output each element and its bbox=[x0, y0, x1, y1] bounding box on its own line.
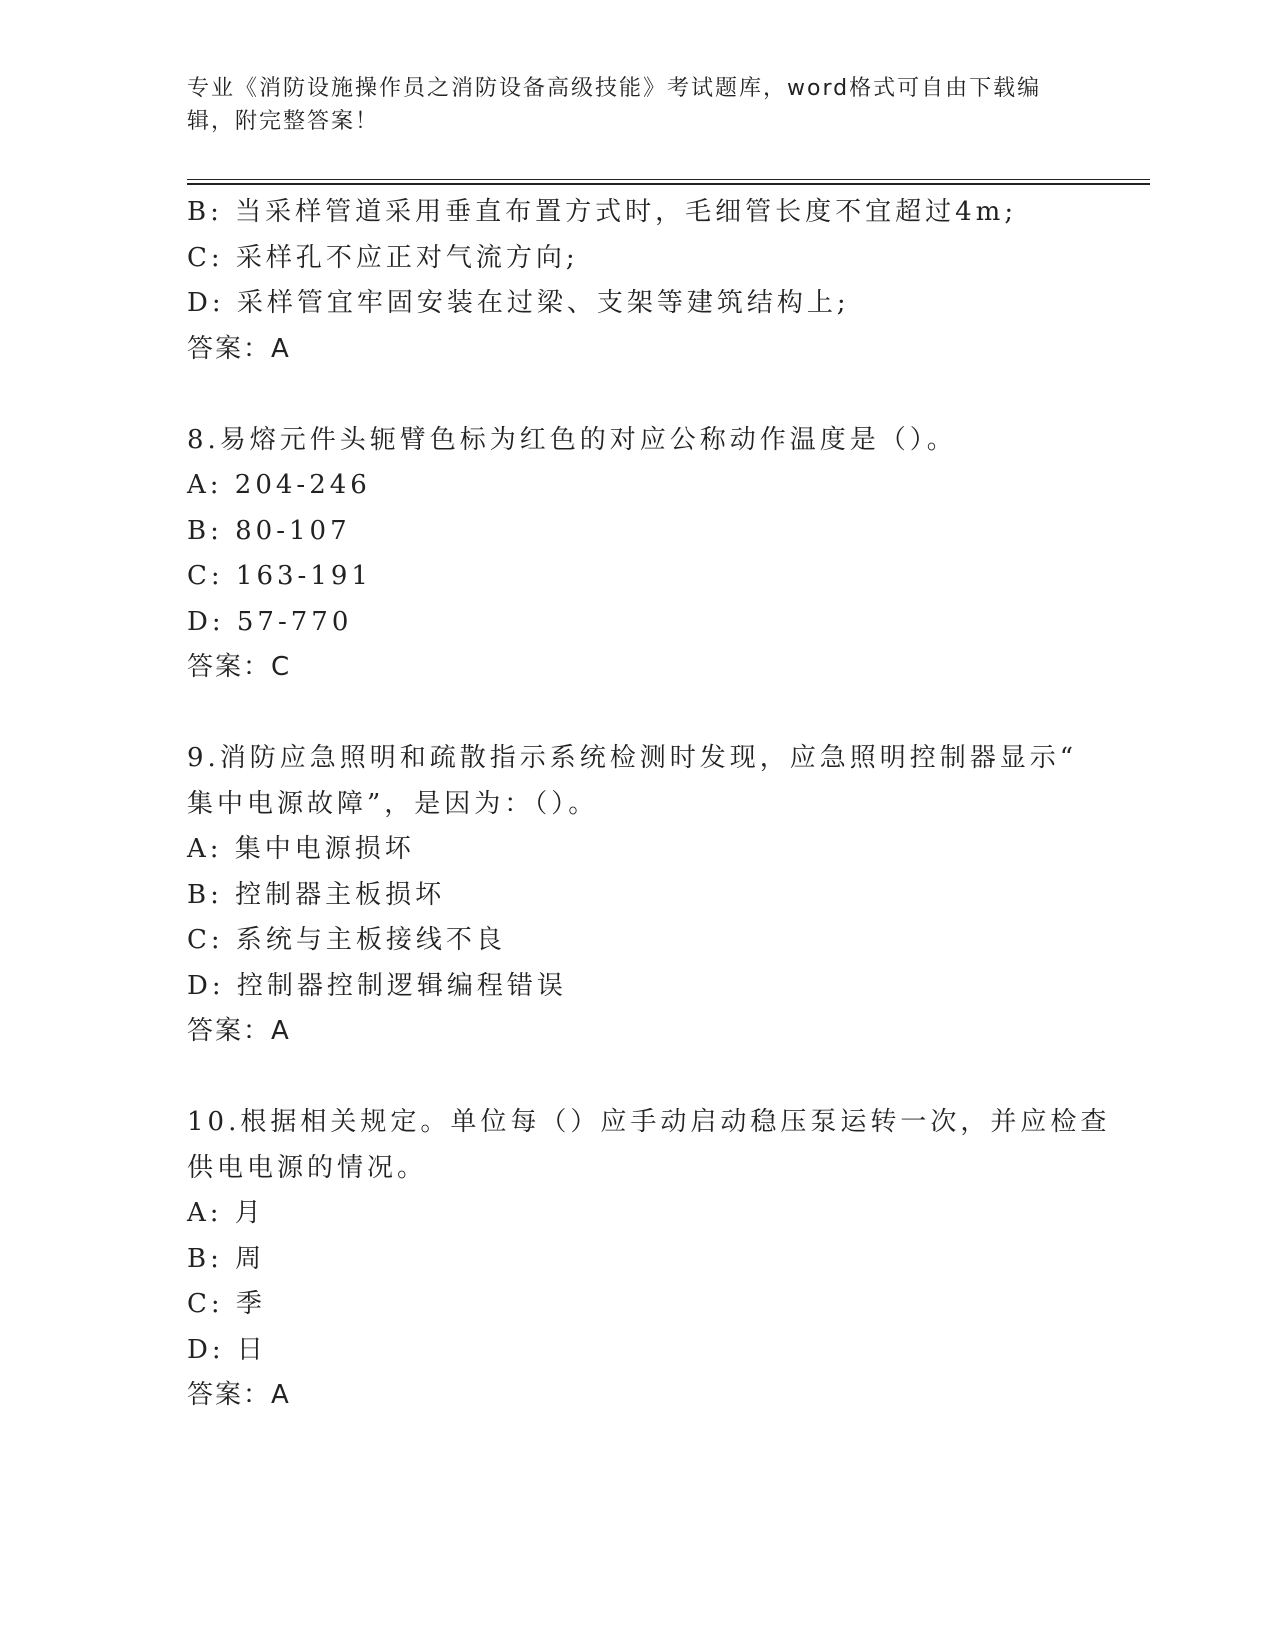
q9-option-d: D: 控制器控制逻辑编程错误 bbox=[187, 970, 567, 1001]
spacer bbox=[187, 1055, 1137, 1101]
q9-option-b: B: 控制器主板损坏 bbox=[187, 879, 446, 910]
q10-stem-line-1: 10.根据相关规定。单位每（）应手动启动稳压泵运转一次，并应检查 bbox=[187, 1107, 1111, 1137]
question-8 bbox=[187, 418, 1137, 691]
q9-answer: 答案：A bbox=[187, 1016, 291, 1046]
q8-option-b: B: 80-107 bbox=[187, 515, 351, 546]
q10-answer: 答案：A bbox=[187, 1380, 291, 1410]
question-content bbox=[187, 190, 1137, 1419]
q7-option-c: C: 采样孔不应正对气流方向; bbox=[187, 242, 579, 273]
q9-option-c: C: 系统与主板接线不良 bbox=[187, 925, 506, 955]
q8-option-c: C: 163-191 bbox=[187, 561, 372, 591]
q9-stem-line-2: 集中电源故障”，是因为：（）。 bbox=[187, 788, 599, 819]
header-line-1: 专业《消防设施操作员之消防设备高级技能》考试题库，word格式可自由下载编 bbox=[187, 76, 1042, 101]
q10-option-c: C: 季 bbox=[187, 1289, 266, 1319]
spacer bbox=[187, 691, 1137, 737]
header-divider-thick bbox=[187, 183, 1150, 185]
q9-option-a: A: 集中电源损坏 bbox=[187, 834, 415, 864]
q8-option-a: A: 204-246 bbox=[187, 470, 371, 500]
header-line-2: 辑，附完整答案！ bbox=[187, 109, 380, 134]
q10-option-b: B: 周 bbox=[187, 1243, 266, 1274]
q10-option-d: D: 日 bbox=[187, 1334, 267, 1365]
q7-option-b: B: 当采样管道采用垂直布置方式时，毛细管长度不宜超过4m; bbox=[187, 197, 1018, 227]
q8-answer: 答案：C bbox=[187, 652, 292, 682]
q7-answer: 答案：A bbox=[187, 333, 291, 364]
q10-option-a: A: 月 bbox=[187, 1198, 265, 1228]
q9-stem-line-1: 9.消防应急照明和疏散指示系统检测时发现，应急照明控制器显示“ bbox=[187, 743, 1078, 773]
q8-option-d: D: 57-770 bbox=[187, 606, 353, 637]
header-divider-thin bbox=[187, 179, 1150, 180]
question-7 bbox=[187, 190, 1137, 372]
document-header bbox=[187, 72, 1067, 138]
q10-stem-line-2: 供电电源的情况。 bbox=[187, 1152, 428, 1183]
q8-stem: 8.易熔元件头轭臂色标为红色的对应公称动作温度是（）。 bbox=[187, 424, 957, 455]
question-10 bbox=[187, 1100, 1137, 1419]
question-9 bbox=[187, 736, 1137, 1055]
q7-option-d: D: 采样管宜牢固安装在过梁、支架等建筑结构上; bbox=[187, 288, 850, 318]
spacer bbox=[187, 372, 1137, 418]
